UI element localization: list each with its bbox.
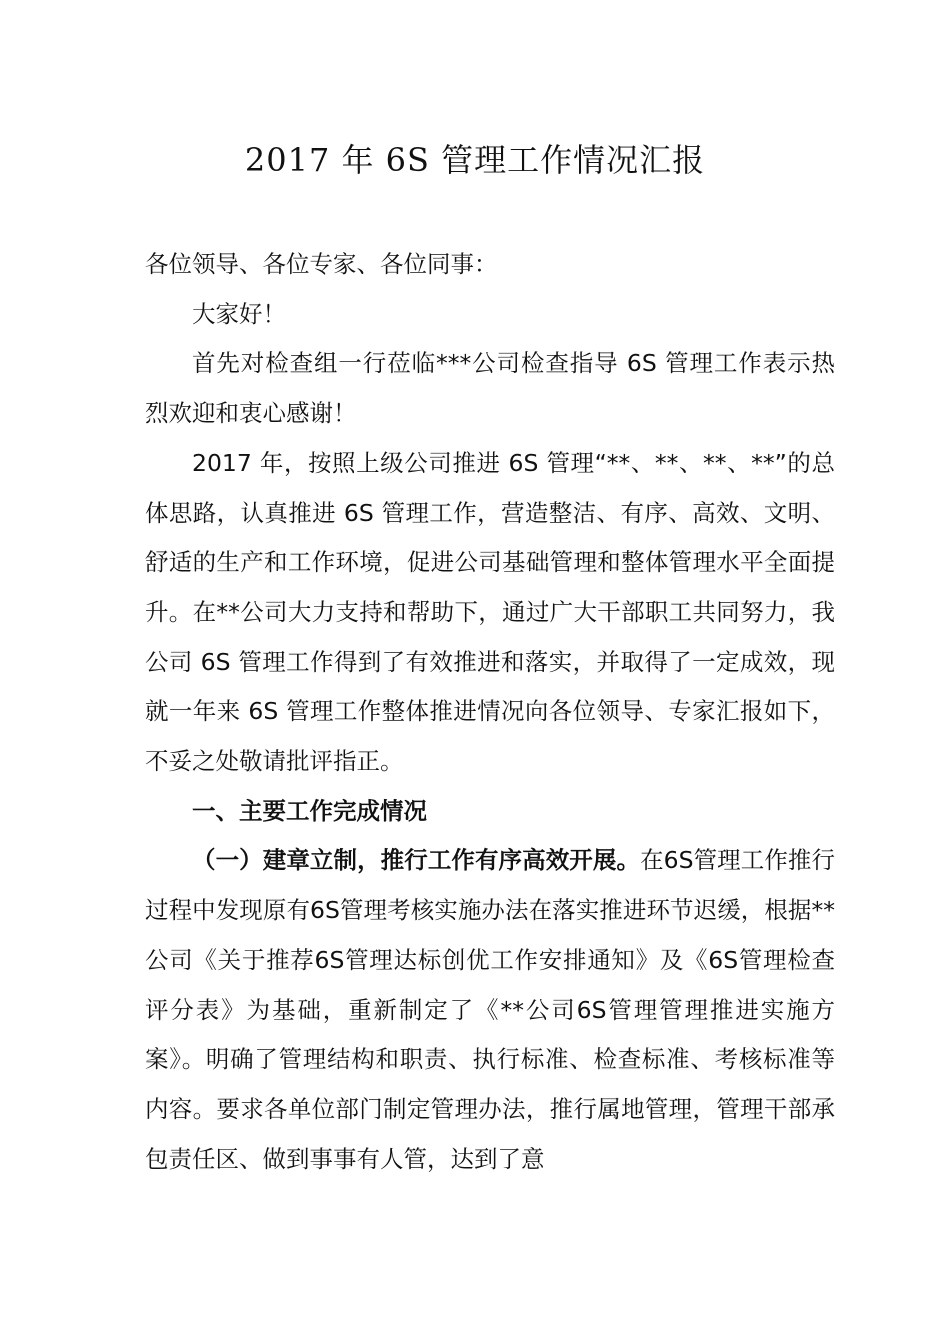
- greeting: 大家好！: [192, 299, 286, 328]
- welcome-paragraph: 首先对检查组一行莅临***公司检查指导 6S 管理工作表示热烈欢迎和衷心感谢！: [145, 349, 835, 428]
- subsection-lead: （一）建章立制，推行工作有序高效开展。: [192, 846, 641, 875]
- document-title: 2017 年 6S 管理工作情况汇报: [244, 141, 706, 179]
- subsection-body: 在6S管理工作推行过程中发现原有6S管理考核实施办法在落实推进环节迟缓，根据**公司《关于推荐6S管理达标创优工作安排通知》及《6S管理检查评分表》为基础，重新制定了《**公司6S管理管理推进实施方案》。明确了管理结构和职责、执行标准、检查标准、考核标准等内容。要求各单位部门制定管理办法，推行属地管理，管理干部承包责任区、做到事事有人管，达到了意: [145, 846, 836, 1173]
- document-body: [145, 240, 835, 1184]
- subsection-paragraph: [145, 836, 835, 1184]
- salutation: 各位领导、各位专家、各位同事：: [145, 250, 498, 278]
- overview-paragraph: 2017 年，按照上级公司推进 6S 管理“**、**、**、**”的总体思路，认真推进 6S 管理工作，营造整洁、有序、高效、文明、舒适的生产和工作环境，促进公司基础管理和整体管理水平全面提升。在**公司大力支持和帮助下，通过广大干部职工共同努力，我公司 6S 管理工作得到了有效推进和落实，并取得了一定成效，现就一年来 6S 管理工作整体推进情况向各位领导、专家汇报如下，不妥之处敬请批评指正。: [145, 448, 835, 776]
- section-heading: 一、主要工作完成情况: [192, 796, 427, 825]
